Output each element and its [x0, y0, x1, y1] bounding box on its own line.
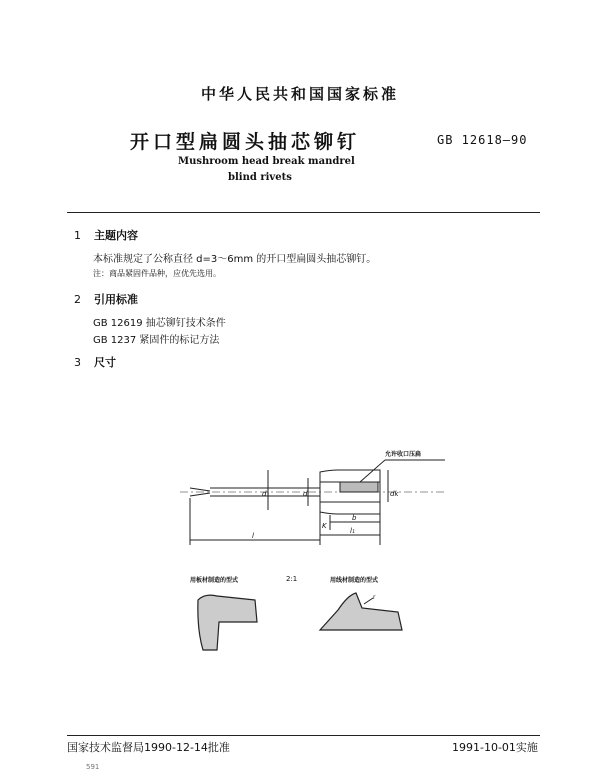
- dim-l-label: l: [252, 532, 254, 540]
- english-title-line2: blind rivets: [228, 172, 292, 183]
- approval-info: 国家技术监督局1990-12-14批准: [67, 741, 230, 754]
- reference-item: GB 12619 抽芯铆钉技术条件: [93, 318, 226, 329]
- sheet-detail-drawing: [195, 590, 270, 655]
- section-3-title: 尺寸: [94, 356, 116, 369]
- standard-number: GB 12618—90: [437, 133, 528, 147]
- page-number: 591: [86, 763, 100, 771]
- dim-k-label: K: [322, 522, 327, 530]
- callout-label: 允许收口压扁: [385, 451, 422, 458]
- header-rule: [67, 212, 540, 213]
- section-3-heading: [74, 354, 116, 370]
- section-2-heading: [74, 291, 138, 307]
- detail-wire-label: 用线材制造的型式: [330, 577, 379, 584]
- section-2-title: 引用标准: [94, 293, 138, 306]
- section-1-number: 1: [74, 229, 81, 242]
- section-1-title: 主题内容: [94, 229, 138, 242]
- dim-b-label: b: [352, 514, 357, 522]
- section-1-note: 注：商品紧固件品种，应优先选用。: [93, 269, 221, 278]
- head-section-hatch: [340, 482, 378, 492]
- radius-label: r: [373, 594, 376, 601]
- detail-sheet-label: 用板材制造的型式: [190, 577, 239, 584]
- callout-leader: [360, 460, 385, 482]
- section-1-heading: [74, 227, 138, 243]
- section-1-text: 本标准规定了公称直径 d=3～6mm 的开口型扁圆头抽芯铆钉。: [93, 254, 377, 265]
- mandrel-outline: [190, 488, 210, 491]
- dim-dk-label: dk: [390, 490, 399, 498]
- section-2-number: 2: [74, 293, 81, 306]
- rivet-drawing: [180, 440, 450, 555]
- footer-rule: [67, 735, 540, 736]
- effective-date: 1991-10-01实施: [452, 741, 538, 754]
- document-title: 开口型扁圆头抽芯铆钉: [130, 131, 361, 153]
- dim-d-label: d: [303, 490, 308, 498]
- reference-item: GB 1237 紧固件的标记方法: [93, 335, 220, 346]
- english-title-line1: Mushroom head break mandrel: [178, 156, 355, 167]
- detail-scale: 2:1: [286, 575, 298, 583]
- standard-category: 中华人民共和国国家标准: [200, 85, 399, 103]
- section-3-number: 3: [74, 356, 81, 369]
- wire-detail-drawing: [318, 590, 408, 635]
- dim-d1-label: d₁: [262, 490, 270, 498]
- dim-l1-label: l₁: [350, 527, 355, 535]
